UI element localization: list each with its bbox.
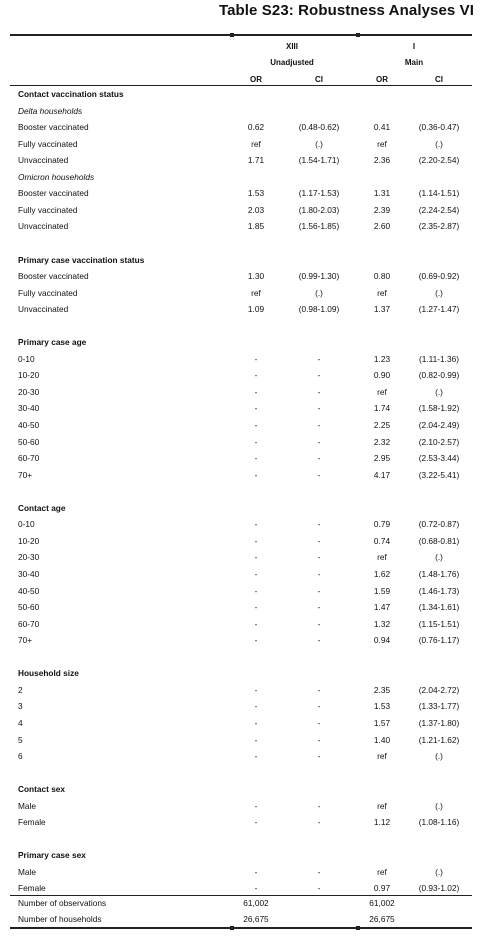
model2-ci-cell: (2.04-2.72) — [418, 684, 460, 695]
row-label: 50-60 — [18, 436, 40, 447]
table-row — [0, 569, 494, 583]
footer-label: Number of households — [18, 914, 102, 924]
model1-ci-cell: - — [317, 519, 321, 530]
table-row — [0, 288, 494, 302]
table-row — [0, 188, 494, 202]
model1-or-cell: 1.09 — [247, 304, 265, 315]
table-row — [0, 304, 494, 318]
model1-or-cell: - — [254, 569, 258, 579]
row-label: 4 — [18, 717, 23, 728]
subsection-header-row — [0, 172, 494, 186]
table-row — [0, 122, 494, 136]
table-row — [0, 403, 494, 417]
model2-ci-cell: (.) — [435, 138, 443, 149]
model2-or-cell: 1.59 — [373, 585, 391, 596]
footer-row-observations — [0, 898, 494, 912]
model1-ci-cell: - — [317, 552, 321, 563]
model1-ci-cell: (1.80-2.03) — [298, 204, 340, 215]
footer-rule — [10, 895, 472, 896]
model1-number: XIII — [285, 42, 298, 51]
model2-or-cell: 0.97 — [373, 883, 391, 894]
model1-ci-cell: (1.54-1.71) — [298, 155, 340, 166]
model2-or-cell: 0.41 — [373, 122, 391, 133]
model2-or-cell: 4.17 — [373, 469, 391, 480]
section-title: Primary case age — [18, 337, 87, 348]
section-title: Primary case sex — [18, 850, 86, 861]
table-row — [0, 354, 494, 368]
footer-row-households — [0, 914, 494, 928]
model1-or-cell: - — [254, 469, 258, 480]
model2-ci-cell: (.) — [435, 386, 443, 397]
model2-ci-cell: (.) — [435, 866, 443, 877]
model1-ci-cell: (0.98-1.09) — [298, 304, 340, 315]
table-row — [0, 155, 494, 169]
row-label: 40-50 — [18, 585, 40, 596]
table-row — [0, 586, 494, 600]
model2-or-cell: 1.37 — [373, 304, 391, 315]
table-row — [0, 685, 494, 699]
model1-or-cell: - — [254, 420, 258, 430]
footer-value-model1: 26,675 — [243, 914, 269, 924]
table-row — [0, 221, 494, 235]
row-label: 10-20 — [18, 370, 40, 381]
column-tick — [356, 33, 360, 37]
model2-ci-cell: (1.21-1.62) — [418, 734, 460, 745]
footer-label: Number of observations — [18, 898, 107, 908]
row-label: 50-60 — [18, 602, 40, 613]
model1-ci-cell: (1.56-1.85) — [298, 221, 340, 232]
section-header-row — [0, 784, 494, 798]
row-label: 0-10 — [18, 353, 35, 364]
model1-or-cell: - — [254, 386, 258, 397]
section-title: Contact age — [18, 502, 66, 513]
model1-or-cell: 0.62 — [247, 122, 265, 133]
model1-or-cell: - — [254, 453, 258, 464]
table-row — [0, 437, 494, 451]
model1-or-cell: - — [254, 717, 258, 728]
model2-or-cell: 2.95 — [373, 453, 391, 464]
model2-or-cell: 0.79 — [373, 519, 391, 530]
model1-or-cell: 1.85 — [247, 221, 265, 232]
row-label: Unvaccinated — [18, 155, 69, 166]
model2-or-cell: 1.57 — [373, 717, 391, 728]
model1-or-cell: - — [254, 701, 258, 712]
table-row — [0, 801, 494, 815]
subsection-title: Delta households — [18, 105, 83, 116]
model2-name: Main — [404, 58, 424, 67]
model2-ci-cell: (0.93-1.02) — [418, 883, 460, 894]
model1-ci-cell: - — [317, 684, 321, 695]
model1-ci-cell: (1.17-1.53) — [298, 188, 340, 199]
model1-ci-cell: (0.48-0.62) — [298, 122, 340, 133]
section-title: Primary case vaccination status — [18, 254, 145, 265]
model2-or-cell: 2.25 — [373, 420, 391, 430]
model1-ci-cell: - — [317, 717, 321, 728]
model2-ci-cell: (.) — [435, 751, 443, 761]
model1-or-cell: - — [254, 353, 258, 364]
section-header-row — [0, 668, 494, 682]
table-row — [0, 370, 494, 384]
model1-ci-cell: - — [317, 420, 321, 430]
table-row — [0, 867, 494, 881]
model2-ci-cell: (2.04-2.49) — [418, 420, 460, 430]
row-label: Booster vaccinated — [18, 122, 89, 133]
row-label: 3 — [18, 701, 23, 712]
model2-or-cell: 2.35 — [373, 684, 391, 695]
model1-name: Unadjusted — [270, 58, 314, 67]
row-label: Female — [18, 817, 46, 828]
row-label: Fully vaccinated — [18, 138, 78, 149]
model2-ci-cell: (1.11-1.36) — [419, 353, 459, 364]
section-header-row — [0, 255, 494, 269]
row-label: Fully vaccinated — [18, 287, 78, 298]
model2-or-cell: 1.23 — [373, 353, 391, 364]
model1-ci-cell: - — [317, 866, 321, 877]
model2-or-header: OR — [376, 75, 388, 84]
model2-ci-cell: (0.76-1.17) — [418, 635, 460, 646]
model1-ci-header: CI — [315, 75, 323, 84]
table-row — [0, 205, 494, 219]
model1-ci-cell: - — [317, 800, 321, 811]
model1-or-cell: - — [254, 883, 258, 894]
model2-or-cell: 1.32 — [373, 618, 391, 629]
model2-ci-cell: (1.27-1.47) — [418, 304, 460, 315]
model1-or-cell: 1.53 — [247, 188, 265, 199]
row-label: 20-30 — [18, 552, 40, 563]
model2-ci-cell: (1.15-1.51) — [418, 618, 460, 629]
model2-ci-cell: (1.37-1.80) — [418, 717, 460, 728]
model2-ci-header: CI — [435, 75, 443, 84]
model1-ci-cell: (0.99-1.30) — [298, 271, 340, 282]
model1-ci-cell: - — [317, 386, 321, 397]
model1-ci-cell: - — [317, 817, 321, 828]
model1-or-cell: - — [254, 403, 258, 414]
model1-ci-cell: - — [317, 602, 321, 613]
model2-ci-cell: (2.10-2.57) — [418, 436, 460, 447]
section-header-row — [0, 89, 494, 103]
footer-value-model1: 61,002 — [243, 898, 269, 908]
model1-or-cell: - — [254, 734, 258, 745]
model1-or-cell: - — [254, 519, 258, 530]
model2-or-cell: 1.53 — [373, 701, 391, 712]
model2-or-cell: 1.62 — [373, 569, 391, 579]
model1-ci-cell: - — [317, 618, 321, 629]
table-row — [0, 751, 494, 765]
column-tick — [230, 926, 234, 930]
model2-or-cell: 1.12 — [373, 817, 391, 828]
model1-or-cell: 2.03 — [247, 204, 265, 215]
model1-or-cell: - — [254, 535, 258, 546]
model2-ci-cell: (1.33-1.77) — [418, 701, 460, 712]
model2-ci-cell: (3.22-5.41) — [418, 469, 460, 480]
model1-ci-cell: - — [317, 701, 321, 712]
model1-ci-cell: - — [317, 469, 321, 480]
table-row — [0, 602, 494, 616]
model2-or-cell: ref — [377, 386, 387, 397]
model1-or-cell: - — [254, 751, 258, 761]
model1-or-cell: - — [254, 635, 258, 646]
model1-ci-cell: - — [317, 569, 321, 579]
table-row — [0, 619, 494, 633]
table-row — [0, 453, 494, 467]
table-row — [0, 718, 494, 732]
model1-ci-cell: (.) — [315, 138, 323, 149]
model1-or-cell: - — [254, 684, 258, 695]
model1-or-cell: - — [254, 602, 258, 613]
row-label: 70+ — [18, 635, 33, 646]
section-title: Household size — [18, 668, 79, 679]
model1-ci-cell: - — [317, 353, 321, 364]
row-label: 30-40 — [18, 403, 40, 414]
subsection-header-row — [0, 106, 494, 120]
model1-or-cell: 1.71 — [247, 155, 265, 166]
model2-or-cell: 1.40 — [373, 734, 391, 745]
top-rule — [10, 34, 472, 36]
model2-ci-cell: (.) — [435, 800, 443, 811]
bottom-rule — [10, 927, 472, 929]
header-rule — [10, 85, 472, 86]
model1-ci-cell: - — [317, 883, 321, 894]
model1-ci-cell: - — [317, 585, 321, 596]
model2-or-cell: ref — [377, 800, 387, 811]
model2-or-cell: 1.74 — [373, 403, 391, 414]
model1-ci-cell: - — [317, 535, 321, 546]
model1-or-cell: - — [254, 618, 258, 629]
model2-ci-cell: (1.34-1.61) — [418, 602, 460, 613]
model1-ci-cell: - — [317, 403, 321, 414]
table-row — [0, 470, 494, 484]
model2-or-cell: 1.47 — [373, 602, 391, 613]
model2-ci-cell: (0.36-0.47) — [418, 122, 460, 133]
model1-ci-cell: (.) — [315, 287, 323, 298]
model2-ci-cell: (2.20-2.54) — [418, 155, 460, 166]
row-label: 40-50 — [18, 420, 40, 430]
model2-or-cell: 0.80 — [373, 271, 391, 282]
row-label: 5 — [18, 734, 23, 745]
model2-or-cell: 0.90 — [373, 370, 391, 381]
row-label: Fully vaccinated — [18, 204, 78, 215]
model1-ci-cell: - — [317, 453, 321, 464]
model1-or-header: OR — [250, 75, 262, 84]
model1-or-cell: ref — [251, 138, 261, 149]
model2-ci-cell: (1.08-1.16) — [418, 817, 460, 828]
row-label: 60-70 — [18, 453, 40, 464]
table-row — [0, 271, 494, 285]
model1-or-cell: - — [254, 585, 258, 596]
model1-or-cell: - — [254, 552, 258, 563]
model2-or-cell: ref — [377, 751, 387, 761]
table-row — [0, 420, 494, 434]
table-row — [0, 817, 494, 831]
model1-or-cell: - — [254, 817, 258, 828]
model2-or-cell: 0.94 — [373, 635, 391, 646]
footer-value-model2: 61,002 — [369, 898, 395, 908]
model1-or-cell: ref — [251, 287, 261, 298]
row-label: 30-40 — [18, 569, 40, 579]
section-header-row — [0, 337, 494, 351]
row-label: Booster vaccinated — [18, 188, 89, 199]
model1-or-cell: - — [254, 800, 258, 811]
footer-value-model2: 26,675 — [369, 914, 395, 924]
model1-or-cell: - — [254, 866, 258, 877]
model2-ci-cell: (.) — [435, 552, 443, 563]
table-row — [0, 735, 494, 749]
section-header-row — [0, 850, 494, 864]
row-label: 20-30 — [18, 386, 40, 397]
row-label: Unvaccinated — [18, 221, 69, 232]
section-title: Contact vaccination status — [18, 89, 124, 99]
model1-or-cell: - — [254, 370, 258, 381]
subsection-title: Omicron households — [18, 171, 95, 182]
section-header-row — [0, 503, 494, 517]
table-row — [0, 536, 494, 550]
row-label: 0-10 — [18, 519, 35, 530]
model2-or-cell: 2.32 — [373, 436, 391, 447]
model2-ci-cell: (1.46-1.73) — [418, 585, 460, 596]
model2-or-cell: 2.60 — [373, 221, 391, 232]
row-label: 70+ — [18, 469, 33, 480]
model1-or-cell: 1.30 — [247, 271, 265, 282]
table-title: Table S23: Robustness Analyses VI — [218, 2, 474, 19]
model2-ci-cell: (2.53-3.44) — [418, 453, 460, 464]
model2-or-cell: ref — [377, 552, 387, 563]
model2-or-cell: 2.39 — [373, 204, 391, 215]
model1-ci-cell: - — [317, 635, 321, 646]
table-row — [0, 635, 494, 649]
model2-ci-cell: (2.35-2.87) — [418, 221, 460, 232]
model2-ci-cell: (.) — [435, 287, 443, 298]
model2-ci-cell: (0.82-0.99) — [418, 370, 460, 381]
model2-or-cell: 0.74 — [373, 535, 391, 546]
model2-or-cell: ref — [377, 866, 387, 877]
row-label: 2 — [18, 684, 23, 695]
model2-or-cell: ref — [377, 287, 387, 298]
table-row — [0, 387, 494, 401]
row-label: 6 — [18, 751, 23, 761]
row-label: Female — [18, 883, 46, 894]
model2-or-cell: 1.31 — [373, 188, 391, 199]
model2-ci-cell: (0.69-0.92) — [418, 271, 460, 282]
section-title: Contact sex — [18, 784, 66, 795]
model2-ci-cell: (1.58-1.92) — [418, 403, 460, 414]
model2-ci-cell: (0.68-0.81) — [418, 535, 460, 546]
model1-ci-cell: - — [317, 436, 321, 447]
table-row — [0, 701, 494, 715]
column-tick — [356, 926, 360, 930]
model2-or-cell: ref — [377, 138, 387, 149]
model1-ci-cell: - — [317, 734, 321, 745]
table-row — [0, 139, 494, 153]
model2-number: I — [412, 42, 416, 51]
row-label: Male — [18, 866, 36, 877]
row-label: Unvaccinated — [18, 304, 69, 315]
table-row — [0, 552, 494, 566]
model2-or-cell: 2.36 — [373, 155, 391, 166]
model2-ci-cell: (1.48-1.76) — [418, 569, 460, 579]
model1-or-cell: - — [254, 436, 258, 447]
row-label: Booster vaccinated — [18, 271, 89, 282]
row-label: 60-70 — [18, 618, 40, 629]
column-tick — [230, 33, 234, 37]
model2-ci-cell: (1.14-1.51) — [418, 188, 460, 199]
row-label: 10-20 — [18, 535, 40, 546]
model2-ci-cell: (2.24-2.54) — [418, 204, 460, 215]
table-row — [0, 519, 494, 533]
model1-ci-cell: - — [317, 751, 321, 761]
model1-ci-cell: - — [317, 370, 321, 381]
model2-ci-cell: (0.72-0.87) — [418, 519, 460, 530]
row-label: Male — [18, 800, 36, 811]
